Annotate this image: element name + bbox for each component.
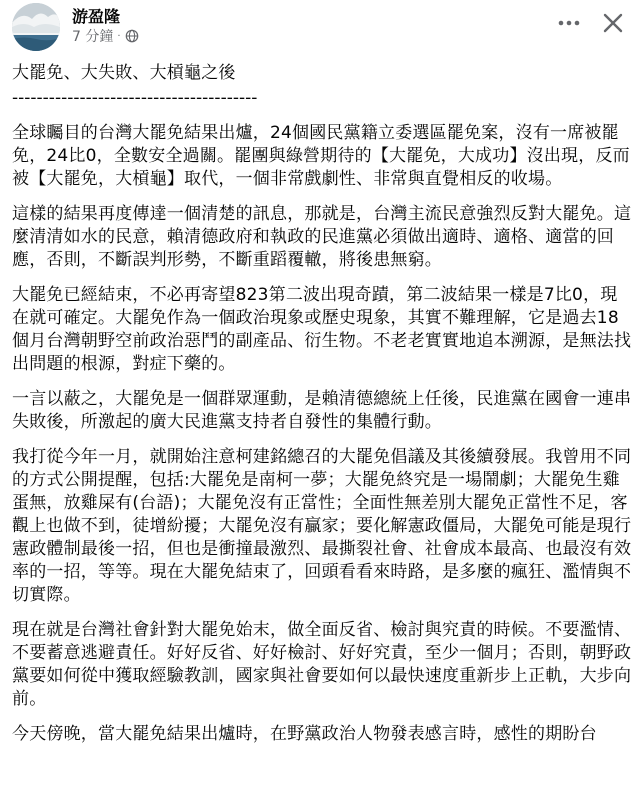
post-body xyxy=(12,62,632,758)
globe-icon xyxy=(125,29,139,43)
author-name[interactable]: 游盈隆 xyxy=(72,7,121,26)
meta-separator: · xyxy=(117,30,121,42)
post-header xyxy=(0,0,640,56)
more-icon xyxy=(556,10,582,36)
avatar-image xyxy=(12,3,60,51)
post-paragraph: 現在就是台灣社會針對大罷免始末，做全面反省、檢討與究責的時候。不要濫情、不要蓄意逃避責任。好好反省、好好檢討、好好究責，至少一個月；否則，朝野政黨要如何從中獲取經驗教訓，國家與社會要如何以最快速度重新步上正軌，大步向前。 xyxy=(12,620,632,709)
post-paragraph: 我打從今年一月，就開始注意柯建銘總召的大罷免倡議及其後續發展。我曾用不同的方式公開提醒，包括:大罷免是南柯一夢；大罷免終究是一場鬧劇；大罷免生雞蛋無，放雞屎有(台語)；大罷免沒有正當性；全面性無差別大罷免正當性不足，客觀上也做不到，徒增紛擾；大罷免沒有贏家；要化解憲政僵局，大罷免可能是現行憲政體制最後一招，但也是衝撞最激烈、最撕裂社會、社會成本最高、也最沒有效率的一招，等等。現在大罷免結束了，回頭看看來時路，是多麼的瘋狂、濫情與不切實際。 xyxy=(12,447,632,605)
post-meta xyxy=(72,26,139,46)
post-time[interactable]: 7 分鐘 xyxy=(72,29,114,45)
post-paragraph: 今天傍晚，當大罷免結果出爐時，在野黨政治人物發表感言時，感性的期盼台 xyxy=(12,724,597,744)
post-paragraph: 大罷免已經結束，不必再寄望823第二波出現奇蹟，第二波結果一樣是7比0，現在就可確定。大罷免作為一個政治現象或歷史現象，其實不難理解，它是過去18個月台灣朝野空前政治惡鬥的副產品、衍生物。不老老實實地追本溯源，是無法找出問題的根源，對症下藥的。 xyxy=(12,285,632,374)
avatar[interactable] xyxy=(12,3,60,51)
post-paragraph: 這樣的結果再度傳達一個清楚的訊息，那就是，台灣主流民意強烈反對大罷免。這麼清清如水的民意，賴清德政府和執政的民進黨必須做出適時、適格、適當的回應，否則，不斷誤判形勢，不斷重蹈覆轍，將後患無窮。 xyxy=(12,204,632,270)
close-button[interactable] xyxy=(598,8,628,38)
post-title: 大罷免、大失敗、大槓龜之後 xyxy=(12,63,236,83)
post-paragraph: 全球矚目的台灣大罷免結果出爐，24個國民黨籍立委選區罷免案，沒有一席被罷免，24比0，全數安全過關。罷團與綠營期待的【大罷免，大成功】沒出現，反而被【大罷免，大槓龜】取代，一個非常戲劇性、非常與直覺相反的收場。 xyxy=(12,123,630,189)
post-paragraph: 一言以蔽之，大罷免是一個群眾運動，是賴清德總統上任後，民進黨在國會一連串失敗後，所激起的廣大民進黨支持者自發性的集體行動。 xyxy=(12,389,632,432)
more-options-button[interactable] xyxy=(556,10,582,36)
close-icon xyxy=(598,8,628,38)
post-divider: ---------------------------------------- xyxy=(12,88,258,108)
